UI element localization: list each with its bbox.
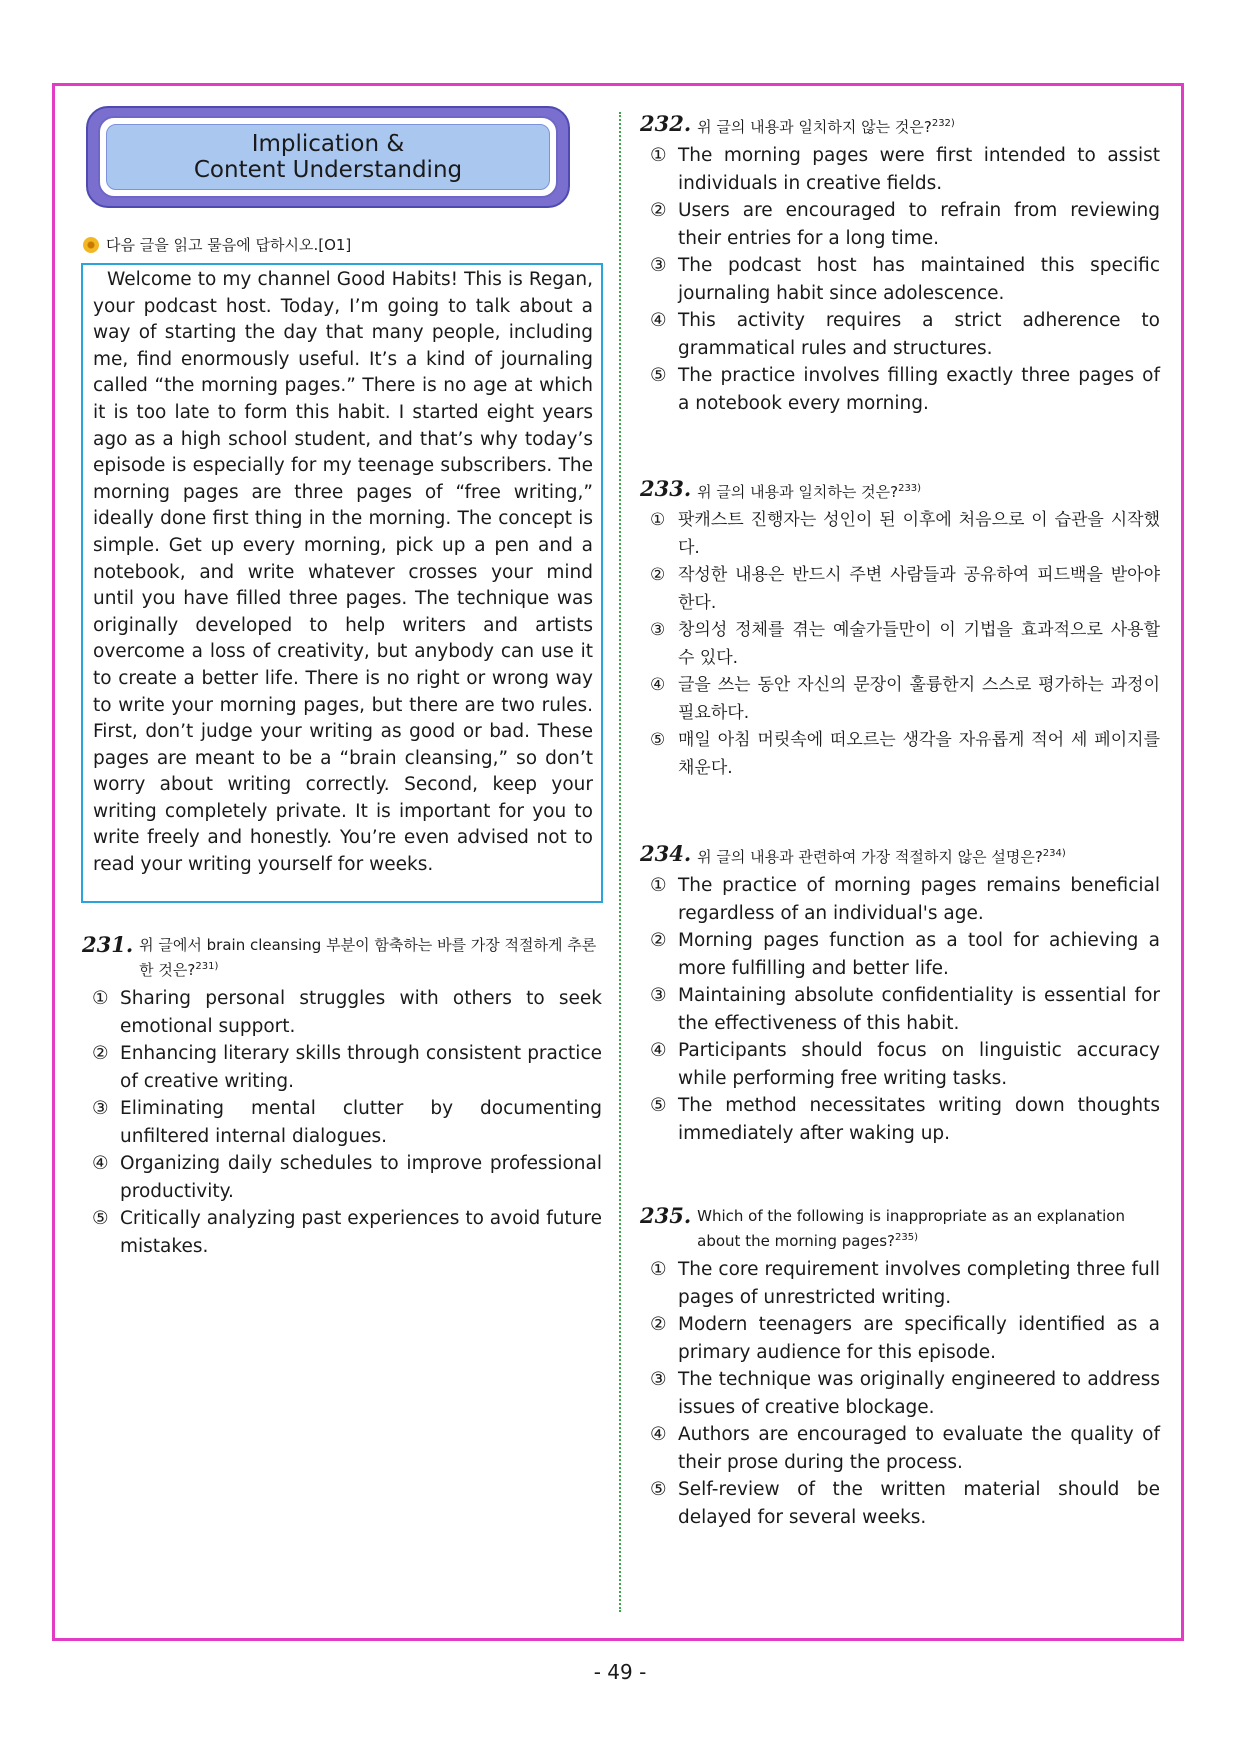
option-text: Maintaining absolute confidentiality is essential for the effectiveness of this habit. bbox=[678, 985, 1160, 1034]
question-number: 232. bbox=[640, 111, 692, 136]
answer-option[interactable] bbox=[640, 872, 1160, 927]
option-text: The morning pages were first intended to assist individuals in creative fields. bbox=[678, 145, 1160, 194]
question-number: 233. bbox=[640, 476, 692, 501]
flower-icon bbox=[82, 236, 100, 254]
answer-options bbox=[640, 872, 1160, 1147]
option-marker: ⑤ bbox=[650, 365, 667, 386]
footnote-ref: 231) bbox=[195, 961, 219, 972]
answer-option[interactable] bbox=[640, 362, 1160, 417]
answer-option[interactable] bbox=[82, 1150, 602, 1205]
option-marker: ① bbox=[650, 875, 667, 896]
answer-options bbox=[640, 142, 1160, 417]
question-stem bbox=[640, 1205, 1160, 1252]
option-text: Sharing personal struggles with others to seek emotional support. bbox=[120, 988, 602, 1037]
answer-option[interactable] bbox=[640, 1366, 1160, 1421]
answer-option[interactable] bbox=[640, 1256, 1160, 1311]
option-marker: ⑤ bbox=[650, 1095, 667, 1116]
option-text: 글을 쓰는 동안 자신의 문장이 훌륭한지 스스로 평가하는 과정이 필요하다. bbox=[678, 675, 1160, 723]
question-prompt: 위 글의 내용과 관련하여 가장 적절하지 않은 설명은? bbox=[697, 848, 1043, 866]
option-marker: ④ bbox=[650, 675, 666, 695]
option-marker: ④ bbox=[650, 1424, 667, 1445]
option-text: Organizing daily schedules to improve professional productivity. bbox=[120, 1153, 602, 1202]
answer-option[interactable] bbox=[82, 1040, 602, 1095]
answer-option[interactable] bbox=[640, 927, 1160, 982]
option-text: The podcast host has maintained this specific journaling habit since adolescence. bbox=[678, 255, 1160, 304]
question-number: 234. bbox=[640, 841, 692, 866]
option-text: The practice involves filling exactly three pages of a notebook every morning. bbox=[678, 365, 1160, 414]
answer-option[interactable] bbox=[640, 142, 1160, 197]
page-number: - 49 - bbox=[593, 1660, 647, 1684]
answer-option[interactable] bbox=[640, 197, 1160, 252]
question-stem bbox=[640, 843, 1160, 868]
answer-option[interactable] bbox=[82, 985, 602, 1040]
answer-option[interactable] bbox=[82, 1095, 602, 1150]
option-text: Eliminating mental clutter by documenting unfiltered internal dialogues. bbox=[120, 1098, 602, 1147]
option-marker: ③ bbox=[650, 1369, 667, 1390]
question-text bbox=[697, 1205, 1160, 1252]
question-prompt: Which of the following is inappropriate as an explanation about the morning pages? bbox=[697, 1207, 1125, 1250]
question-prompt: 위 글의 내용과 일치하는 것은? bbox=[697, 483, 899, 501]
option-marker: ④ bbox=[650, 1040, 667, 1061]
option-marker: ③ bbox=[650, 985, 667, 1006]
question-233 bbox=[640, 478, 1160, 782]
question-232 bbox=[640, 113, 1160, 417]
instruction bbox=[82, 234, 351, 255]
question-235 bbox=[640, 1205, 1160, 1531]
option-marker: ③ bbox=[650, 620, 666, 640]
reading-passage bbox=[81, 263, 603, 903]
answer-option[interactable] bbox=[82, 1205, 602, 1260]
answer-option[interactable] bbox=[640, 1311, 1160, 1366]
option-text: 매일 아침 머릿속에 떠오르는 생각을 자유롭게 적어 세 페이지를 채운다. bbox=[678, 730, 1160, 778]
question-stem bbox=[640, 478, 1160, 503]
option-text: The method necessitates writing down thoughts immediately after waking up. bbox=[678, 1095, 1160, 1144]
option-text: Enhancing literary skills through consistent practice of creative writing. bbox=[120, 1043, 602, 1092]
question-block bbox=[640, 113, 1160, 417]
question-number: 235. bbox=[640, 1203, 692, 1228]
left-column bbox=[82, 934, 602, 1260]
answer-options bbox=[82, 985, 602, 1260]
question-stem bbox=[82, 934, 602, 981]
option-marker: ① bbox=[650, 510, 666, 530]
section-banner bbox=[86, 106, 570, 208]
question-prompt: 위 글의 내용과 일치하지 않는 것은? bbox=[697, 118, 932, 136]
option-marker: ② bbox=[650, 565, 666, 585]
option-text: Critically analyzing past experiences to avoid future mistakes. bbox=[120, 1208, 602, 1257]
option-text: The practice of morning pages remains beneficial regardless of an individual's age. bbox=[678, 875, 1160, 924]
question-block bbox=[640, 1205, 1160, 1531]
option-text: 창의성 정체를 겪는 예술가들만이 이 기법을 효과적으로 사용할 수 있다. bbox=[678, 620, 1160, 668]
instruction-text: 다음 글을 읽고 물음에 답하시오.[O1] bbox=[106, 236, 352, 254]
answer-option[interactable] bbox=[640, 617, 1160, 672]
option-text: Morning pages function as a tool for achieving a more fulfilling and better life. bbox=[678, 930, 1160, 979]
answer-options bbox=[640, 1256, 1160, 1531]
footnote-ref: 234) bbox=[1042, 848, 1066, 859]
answer-option[interactable] bbox=[640, 1092, 1160, 1147]
option-text: Participants should focus on linguistic accuracy while performing free writing tasks. bbox=[678, 1040, 1160, 1089]
answer-option[interactable] bbox=[640, 727, 1160, 782]
footnote-ref: 232) bbox=[931, 118, 955, 129]
option-marker: ① bbox=[92, 988, 109, 1009]
answer-option[interactable] bbox=[640, 507, 1160, 562]
question-number: 231. bbox=[82, 932, 134, 957]
question-block bbox=[640, 478, 1160, 782]
question-stem bbox=[640, 113, 1160, 138]
option-marker: ④ bbox=[650, 310, 667, 331]
answer-option[interactable] bbox=[640, 1476, 1160, 1531]
option-text: This activity requires a strict adherence to grammatical rules and structures. bbox=[678, 310, 1160, 359]
question-prompt: 위 글에서 brain cleansing 부분이 함축하는 바를 가장 적절하게 추론한 것은? bbox=[139, 936, 597, 979]
answer-option[interactable] bbox=[640, 1421, 1160, 1476]
option-text: Authors are encouraged to evaluate the quality of their prose during the process. bbox=[678, 1424, 1160, 1473]
answer-option[interactable] bbox=[640, 562, 1160, 617]
option-text: The technique was originally engineered to address issues of creative blockage. bbox=[678, 1369, 1160, 1418]
answer-option[interactable] bbox=[640, 1037, 1160, 1092]
question-text bbox=[139, 934, 602, 981]
question-text bbox=[697, 113, 1160, 138]
option-marker: ② bbox=[650, 200, 667, 221]
option-text: 팟캐스트 진행자는 성인이 된 이후에 처음으로 이 습관을 시작했다. bbox=[678, 510, 1160, 558]
option-text: 작성한 내용은 반드시 주변 사람들과 공유하여 피드백을 받아야 한다. bbox=[678, 565, 1160, 613]
option-marker: ⑤ bbox=[92, 1208, 109, 1229]
question-block bbox=[640, 843, 1160, 1147]
answer-option[interactable] bbox=[640, 672, 1160, 727]
option-text: The core requirement involves completing three full pages of unrestricted writing. bbox=[678, 1259, 1160, 1308]
answer-option[interactable] bbox=[640, 982, 1160, 1037]
answer-option[interactable] bbox=[640, 252, 1160, 307]
option-marker: ② bbox=[650, 930, 667, 951]
question-block bbox=[82, 934, 602, 1260]
option-marker: ① bbox=[650, 1259, 667, 1280]
question-234 bbox=[640, 843, 1160, 1147]
answer-option[interactable] bbox=[640, 307, 1160, 362]
option-text: Self-review of the written material should be delayed for several weeks. bbox=[678, 1479, 1160, 1528]
column-divider bbox=[619, 112, 621, 1612]
option-marker: ⑤ bbox=[650, 1479, 667, 1500]
footnote-ref: 235) bbox=[895, 1232, 918, 1243]
answer-options bbox=[640, 507, 1160, 782]
option-text: Users are encouraged to refrain from reviewing their entries for a long time. bbox=[678, 200, 1160, 249]
option-text: Modern teenagers are specifically identified as a primary audience for this episode. bbox=[678, 1314, 1160, 1363]
passage-text: Welcome to my channel Good Habits! This is Regan, your podcast host. Today, I’m going to talk about a way of starting the day that many people, including me, find enormously useful. It’s a kind of journaling called “the morning pages.” There is no age at which it is too late to form this habit. I started eight years ago as a high school student, and that’s why today’s episode is especially for my teenage subscribers. The morning pages are three pages of “free writing,” ideally done first thing in the morning. The concept is simple. Get up every morning, pick up a pen and a notebook, and write whatever crosses your mind until you have filled three pages. The technique was originally developed to help writers and artists overcome a loss of creativity, but anybody can use it to create a better life. There is no right or wrong way to write your morning pages, but there are two rules. First, don’t judge your writing as good or bad. These pages are meant to be a “brain cleansing,” so don’t worry about writing correctly. Second, keep your writing completely private. It is important for you to write freely and honestly. You’re even advised not to read your writing yourself for weeks. bbox=[93, 269, 593, 876]
option-marker: ② bbox=[92, 1043, 109, 1064]
option-marker: ③ bbox=[92, 1098, 109, 1119]
option-marker: ⑤ bbox=[650, 730, 666, 750]
banner-title-line1: Implication & bbox=[251, 131, 405, 157]
option-marker: ④ bbox=[92, 1153, 109, 1174]
option-marker: ② bbox=[650, 1314, 667, 1335]
option-marker: ③ bbox=[650, 255, 667, 276]
footnote-ref: 233) bbox=[898, 483, 922, 494]
question-text bbox=[697, 478, 1160, 503]
banner-title-line2: Content Understanding bbox=[193, 157, 463, 183]
option-marker: ① bbox=[650, 145, 667, 166]
question-text bbox=[697, 843, 1160, 868]
